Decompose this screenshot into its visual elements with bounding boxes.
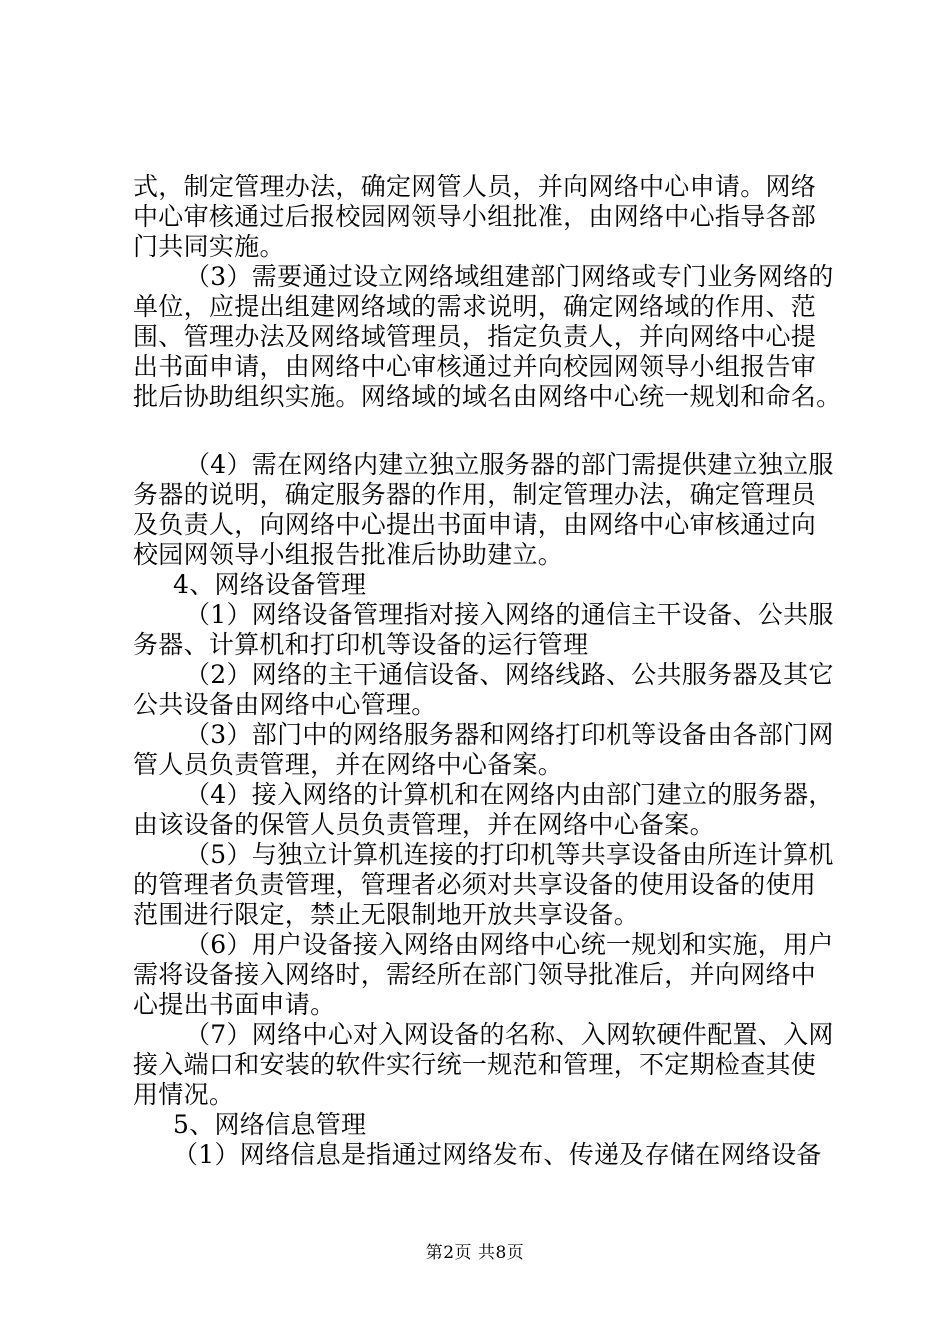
text-line: 务器的说明，确定服务器的作用，制定管理办法，确定管理员 xyxy=(133,480,817,509)
text-line: 接入端口和安装的软件实行统一规范和管理，不定期检查其使 xyxy=(133,1050,817,1079)
text-line: 单位，应提出组建网络域的需求说明，确定网络域的作用、范 xyxy=(133,292,817,321)
text-line: 门共同实施。 xyxy=(133,232,285,261)
text-line: 校园网领导小组报告批准后协助建立。 xyxy=(133,540,564,569)
text-line: 式，制定管理办法，确定网管人员，并向网络中心申请。网络 xyxy=(133,172,817,201)
text-line: 用情况。 xyxy=(133,1080,235,1109)
text-line: 及负责人，向网络中心提出书面申请，由网络中心审核通过向 xyxy=(133,510,817,539)
paragraph-start: （1）网络设备管理指对接入网络的通信主干设备、公共服 xyxy=(185,600,834,629)
text-line: 公共设备由网络中心管理。 xyxy=(133,690,437,719)
text-line: 的管理者负责管理，管理者必须对共享设备的使用设备的使用 xyxy=(133,870,817,899)
text-line: 心提出书面申请。 xyxy=(133,990,336,1019)
paragraph-start: （3）需要通过设立网络域组建部门网络或专门业务网络的 xyxy=(185,262,834,291)
section-heading: 5、网络信息管理 xyxy=(173,1110,367,1139)
paragraph-start: （7）网络中心对入网设备的名称、入网软硬件配置、入网 xyxy=(185,1020,834,1049)
text-line: 管人员负责管理，并在网络中心备案。 xyxy=(133,750,564,779)
paragraph-gap xyxy=(133,412,833,450)
text-line: 出书面申请，由网络中心审核通过并向校园网领导小组报告审 xyxy=(133,352,817,381)
section-heading: 4、网络设备管理 xyxy=(173,570,367,599)
paragraph-start: （1）网络信息是指通过网络发布、传递及存储在网络设备 xyxy=(173,1140,822,1169)
page-number-footer: 第2页 共8页 xyxy=(425,1243,525,1263)
paragraph-start: （5）与独立计算机连接的打印机等共享设备由所连计算机 xyxy=(185,840,834,869)
text-line: 中心审核通过后报校园网领导小组批准，由网络中心指导各部 xyxy=(133,202,817,231)
text-line: 批后协助组织实施。网络域的域名由网络中心统一规划和命名。 xyxy=(133,382,842,411)
document-body xyxy=(133,172,842,1170)
paragraph-start: （2）网络的主干通信设备、网络线路、公共服务器及其它 xyxy=(185,660,834,689)
text-line: 范围进行限定，禁止无限制地开放共享设备。 xyxy=(133,900,640,929)
paragraph-start: （6）用户设备接入网络由网络中心统一规划和实施，用户 xyxy=(185,930,834,959)
paragraph-start: （3）部门中的网络服务器和网络打印机等设备由各部门网 xyxy=(185,720,834,749)
paragraph-start: （4）接入网络的计算机和在网络内由部门建立的服务器， xyxy=(185,780,834,809)
text-line: 由该设备的保管人员负责管理，并在网络中心备案。 xyxy=(133,810,715,839)
paragraph-start: （4）需在网络内建立独立服务器的部门需提供建立独立服 xyxy=(185,450,834,479)
text-line: 围、管理办法及网络域管理员，指定负责人，并向网络中心提 xyxy=(133,322,817,351)
text-line: 务器、计算机和打印机等设备的运行管理 xyxy=(133,630,589,659)
text-line: 需将设备接入网络时，需经所在部门领导批准后，并向网络中 xyxy=(133,960,817,989)
